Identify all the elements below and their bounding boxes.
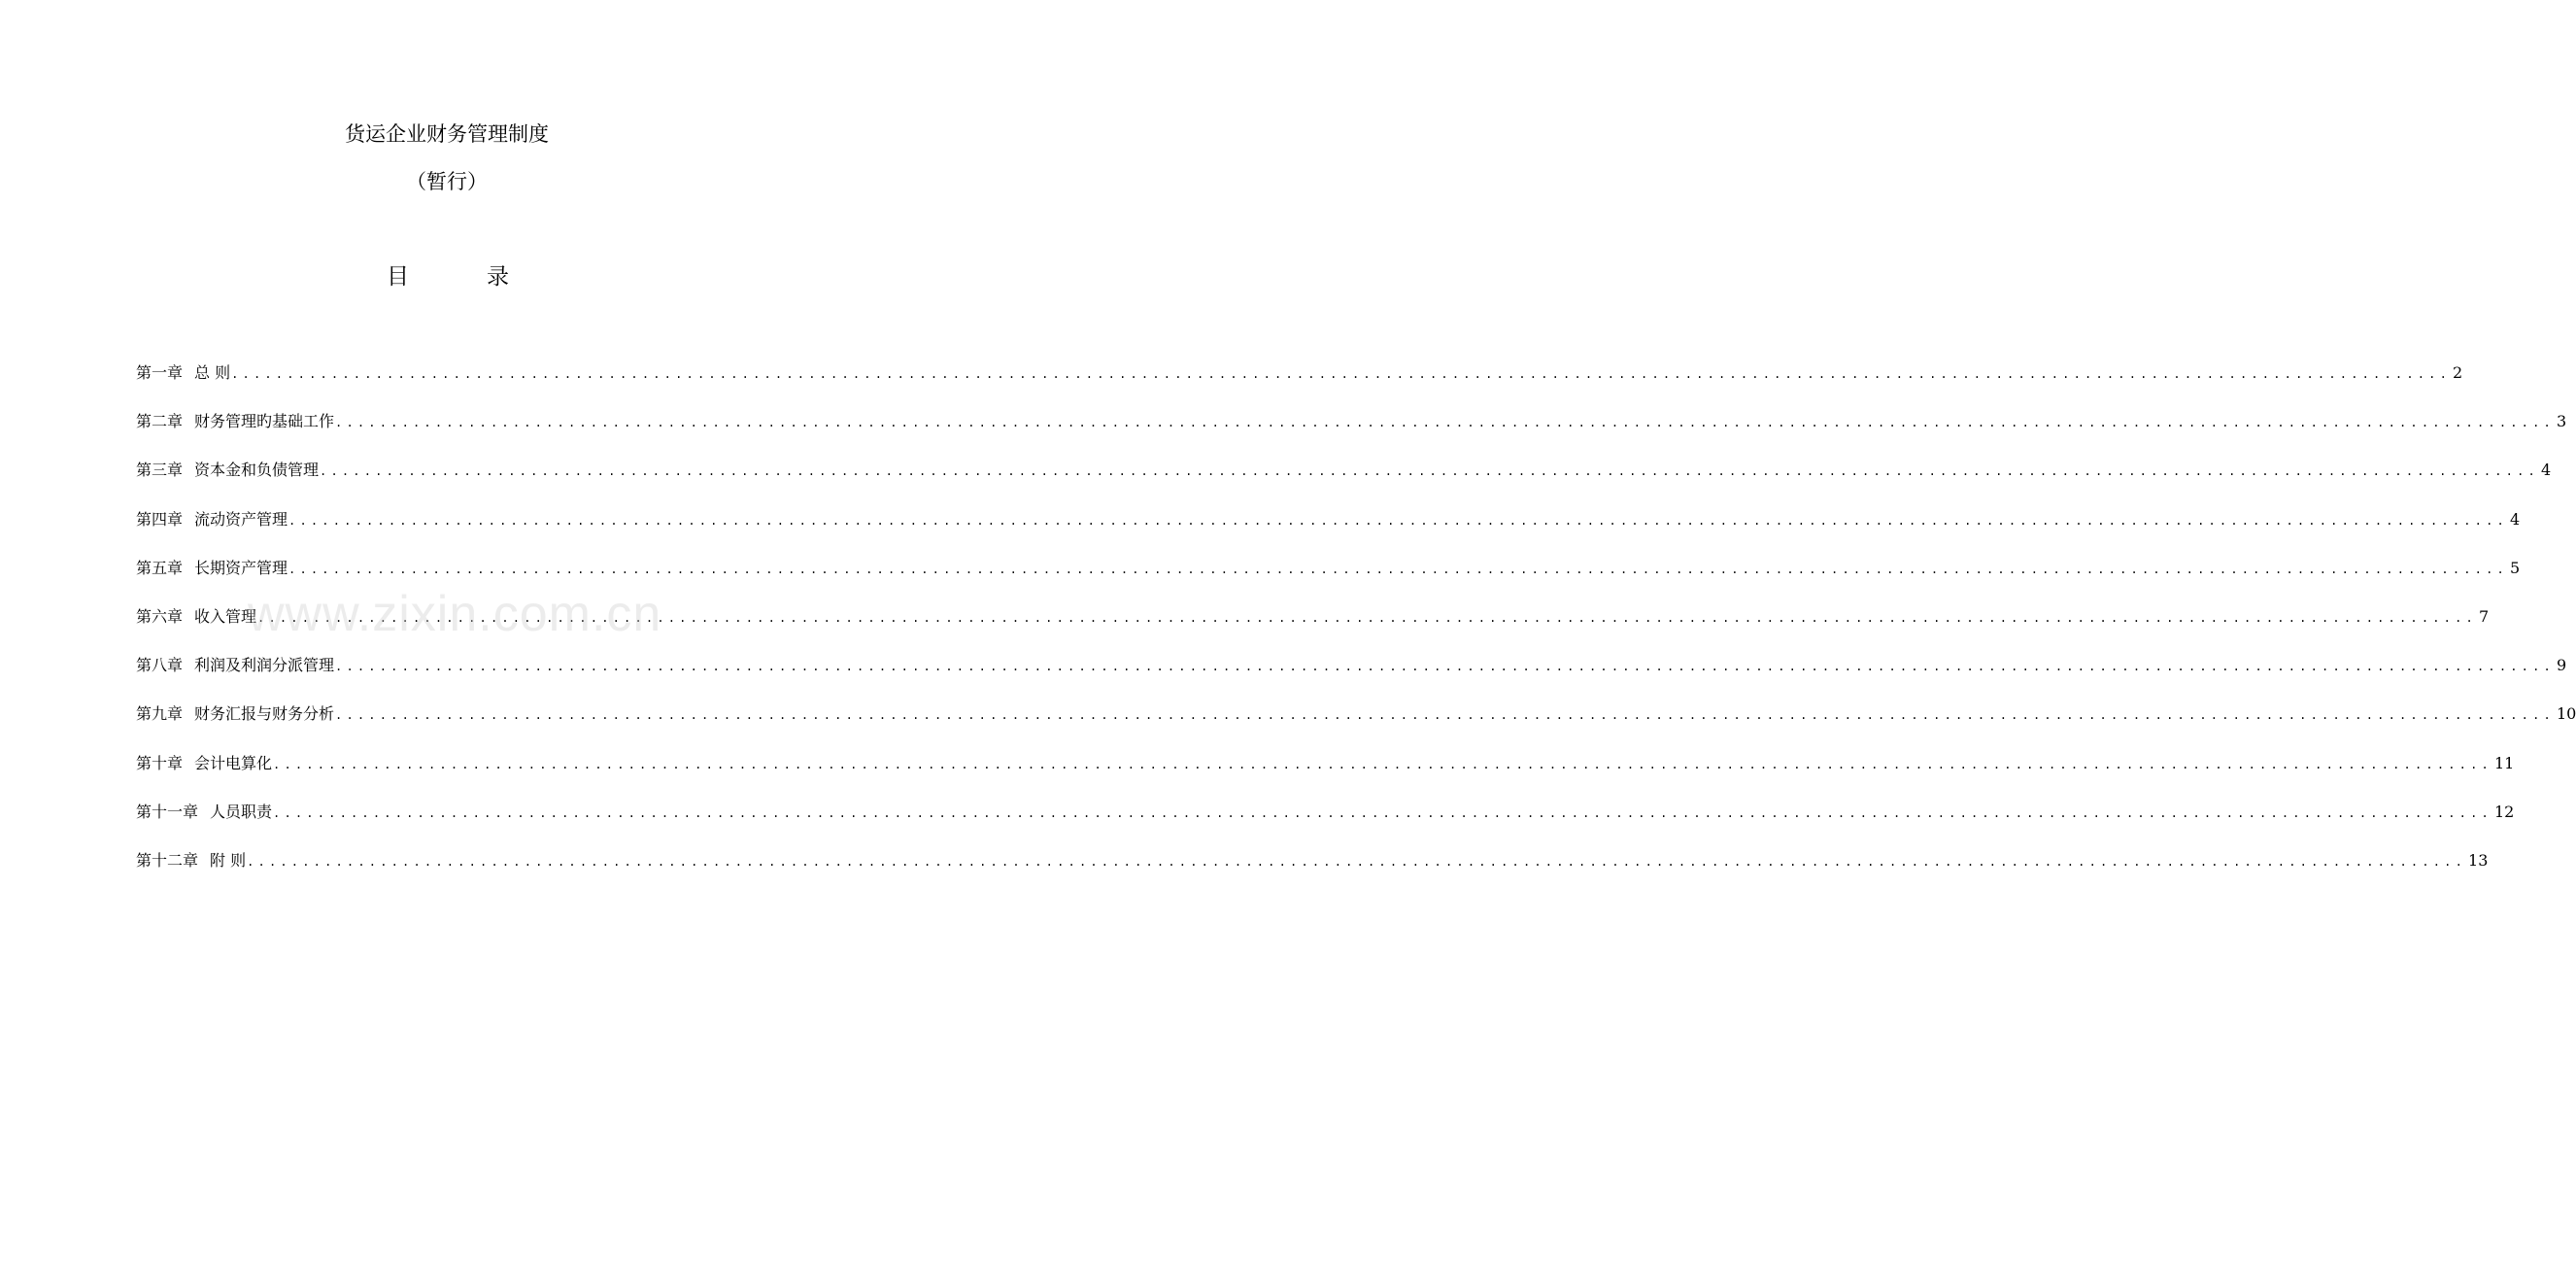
toc-chapter-title: 附 则 xyxy=(210,850,247,870)
toc-dot-leader: ........................................................................................................................................................................................................ xyxy=(335,416,2555,430)
toc-dot-leader: ........................................................................................................................................................................................................ xyxy=(288,513,2508,528)
toc-heading xyxy=(0,262,894,291)
toc-chapter-number: 第六章 xyxy=(136,606,184,626)
toc-entry[interactable] xyxy=(136,752,2515,801)
toc-entry[interactable] xyxy=(136,654,2567,702)
toc-entry[interactable] xyxy=(136,702,2576,751)
toc-heading-char-2: 录 xyxy=(487,264,509,290)
toc-entry[interactable] xyxy=(136,849,2489,898)
toc-chapter-number: 第一章 xyxy=(136,363,184,382)
toc-dot-leader: ........................................................................................................................................................................................................ xyxy=(231,367,2452,381)
toc-entry[interactable] xyxy=(136,801,2515,849)
toc-dot-leader: ........................................................................................................................................................................................................ xyxy=(335,708,2555,723)
toc-dot-leader: ........................................................................................................................................................................................................ xyxy=(335,660,2555,674)
toc-page-number: 4 xyxy=(2509,509,2521,529)
toc-chapter-title: 利润及利润分派管理 xyxy=(194,656,335,675)
toc-chapter-number: 第八章 xyxy=(136,656,184,675)
toc-entry[interactable] xyxy=(136,459,2552,507)
toc-heading-char-1: 目 xyxy=(387,264,409,290)
toc-dot-leader: ........................................................................................................................................................................................................ xyxy=(273,805,2492,820)
document-subtitle: （暂行） xyxy=(406,170,488,193)
watermark: www.zixin.com.cn xyxy=(248,586,662,642)
toc-dot-leader: ........................................................................................................................................................................................................ xyxy=(273,757,2492,771)
toc-chapter-title: 财务汇报与财务分析 xyxy=(194,704,335,724)
toc-dot-leader: ........................................................................................................................................................................................................ xyxy=(247,854,2467,869)
toc-chapter-title: 收入管理 xyxy=(194,606,257,626)
toc-entry[interactable] xyxy=(136,508,2521,557)
toc-chapter-title: 总 则 xyxy=(194,363,231,382)
toc-chapter-number: 第十章 xyxy=(136,753,184,772)
toc-chapter-number: 第五章 xyxy=(136,558,184,577)
toc-chapter-title: 会计电算化 xyxy=(194,753,273,772)
toc-chapter-number: 第十一章 xyxy=(136,802,199,821)
table-of-contents xyxy=(136,361,2576,898)
toc-entry[interactable] xyxy=(136,557,2521,605)
toc-chapter-number: 第十二章 xyxy=(136,850,199,870)
toc-page-number: 11 xyxy=(2493,753,2515,772)
toc-chapter-number: 第三章 xyxy=(136,461,184,480)
toc-page-number: 3 xyxy=(2556,412,2567,431)
toc-chapter-title: 长期资产管理 xyxy=(194,558,288,577)
toc-chapter-number: 第九章 xyxy=(136,704,184,724)
toc-entry[interactable] xyxy=(136,410,2567,459)
toc-chapter-title: 人员职责 xyxy=(210,802,273,821)
toc-chapter-title: 财务管理旳基础工作 xyxy=(194,412,335,431)
toc-page-number: 2 xyxy=(2453,363,2463,382)
toc-chapter-title: 流动资产管理 xyxy=(194,509,288,529)
toc-page-number: 4 xyxy=(2540,461,2552,480)
toc-page-number: 5 xyxy=(2509,558,2521,577)
document-title: 货运企业财务管理制度 xyxy=(345,122,549,146)
toc-chapter-title: 资本金和负债管理 xyxy=(194,461,320,480)
toc-entry[interactable] xyxy=(136,605,2490,654)
toc-dot-leader: ........................................................................................................................................................................................................ xyxy=(288,562,2508,576)
toc-dot-leader: ........................................................................................................................................................................................................ xyxy=(320,464,2539,479)
toc-page-number: 13 xyxy=(2468,850,2489,870)
toc-chapter-number: 第四章 xyxy=(136,509,184,529)
toc-chapter-number: 第二章 xyxy=(136,412,184,431)
toc-page-number: 12 xyxy=(2493,802,2515,821)
toc-dot-leader: ........................................................................................................................................................................................................ xyxy=(257,610,2477,625)
toc-page-number: 7 xyxy=(2478,606,2490,626)
toc-page-number: 10 xyxy=(2556,704,2576,724)
toc-page-number: 9 xyxy=(2556,656,2567,675)
toc-entry[interactable] xyxy=(136,361,2463,410)
